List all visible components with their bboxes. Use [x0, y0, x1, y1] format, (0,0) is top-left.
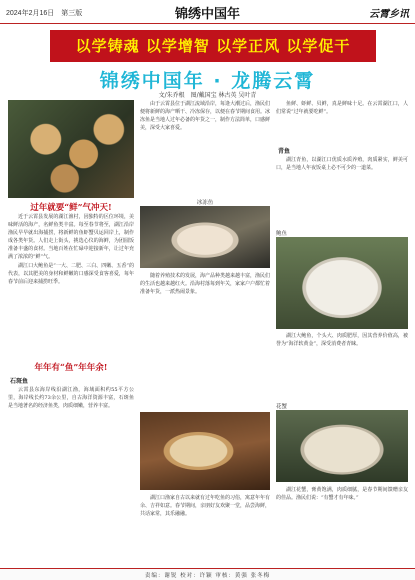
- article-right-intro: [276, 100, 408, 144]
- article-mid-intro: [140, 100, 270, 200]
- photo-caption: 花蟹: [276, 404, 288, 410]
- abalone-photo: [276, 237, 408, 329]
- section-heading-fresh: 过年就要“鲜”气冲天!: [30, 203, 112, 213]
- photo-caption: 鲍鱼: [276, 231, 288, 237]
- article-left-2: [8, 386, 134, 564]
- article-mid-1: [140, 272, 270, 410]
- paragraph: 湖江花蟹，膏黄饱满，肉质细腻，是春节期间馈赠亲友的佳品。渔民们说：“有蟹才有年味。”: [276, 487, 408, 501]
- dried-fish-photo: [140, 412, 270, 490]
- article-right-2: [276, 332, 408, 402]
- article-right-3: [276, 486, 408, 564]
- paragraph: 近于云霄县发展的湖江渔村，因独特的区位环境，美味鲜活的海产，名鲜鱼类丰富。每至春节将至，湖江沿岸渔民早早就出海捕捞，将新鲜的鱼虾蟹贝运回岸上，制作成各类年货。人们走上街头，挑选心仪的海鲜，为团圆饭准备丰盛的食材。当地百姓在忙碌中迎接新年，让过年充满了浓浓的“鲜”气。: [8, 214, 134, 260]
- subsection-grouper: 石斑鱼: [10, 378, 29, 385]
- slogan-banner: 以学铸魂 以学增智 以学正风 以学促干: [50, 30, 376, 62]
- frozen-fish-photo: [140, 206, 270, 268]
- article-left-1: [8, 213, 134, 359]
- subsection-qingyu: 青鱼: [278, 148, 291, 155]
- paragraph: 湖江口大鲍鱼是“一大、二肥、三白、四嫩、五香”的代表，以其肥美的身材和鲜嫩的口感深受食客喜爱，每年春节前后迎来捕捞旺季。: [8, 263, 134, 285]
- byline: 文/朱乔根 图/戴国宝 林古英 吴叶青: [158, 92, 257, 99]
- paragraph: 湖江青鱼，以湖江口优质水质养殖，肉质紧实，鲜美可口，是当地人年夜饭桌上必不可少的一道菜。: [276, 157, 408, 171]
- paragraph: 鱼鲜、虾鲜、贝鲜，真是鲜味十足。在云霄湖江口，人们常说“过年就要吃鲜”。: [276, 101, 408, 115]
- paragraph: 湖江口渔家自古以来就有过年吃鱼的习俗，寓意年年有余、吉祥如意。春节期间，亲朋好友欢聚一堂，品尝海鲜，共话家常，其乐融融。: [140, 495, 270, 517]
- paragraph: 湖江大鲍鱼，个头大、肉质肥厚，因其营养价值高，被誉为“海洋软黄金”，深受消费者青睐。: [276, 333, 408, 347]
- issue-date: 2024年2月16日 第三版: [6, 10, 83, 17]
- editor-credits: 责编：谢锐 校对：许颖 审核：黄强 张冬梅: [144, 573, 271, 579]
- article-mid-2: [140, 494, 270, 564]
- page-header: [0, 0, 415, 24]
- seafood-photo: [8, 100, 134, 198]
- page-footer: [0, 568, 415, 580]
- paragraph: 随着养殖技术的发展，海产品种类越来越丰富，渔民们的生活也越来越红火。沿海村落每到年关，家家户户都忙着准备年货，一派热闹景象。: [140, 273, 270, 295]
- paragraph: 由于云霄县位于湖江流域沿岸，每逢大潮过后，渔民们便将新鲜的海产晒干、冷冻保存，以便在春节期间食用。冰冻鱼是当地人过年必备的年货之一，制作方法简单，口感鲜美，深受大家喜爱。: [140, 101, 270, 131]
- paragraph: 云霄县东海岸线沿湖江渔，海域面积约55平方公里，海岸线长约73余公里，自古海洋资源丰富，石斑鱼是当地著名的经济鱼类，肉质细嫩，营养丰富。: [8, 387, 134, 409]
- crab-photo: [276, 410, 408, 482]
- article-right-1: [276, 156, 408, 228]
- section-heading-fish: 年年有“鱼”年年余!: [34, 363, 108, 373]
- photo-caption: 冰冻鱼: [196, 200, 214, 206]
- masthead: 锦绣中国年: [174, 7, 240, 22]
- paper-name: 云霄乡讯: [369, 9, 409, 20]
- page-title: 锦绣中国年 · 龙腾云霄: [99, 70, 316, 92]
